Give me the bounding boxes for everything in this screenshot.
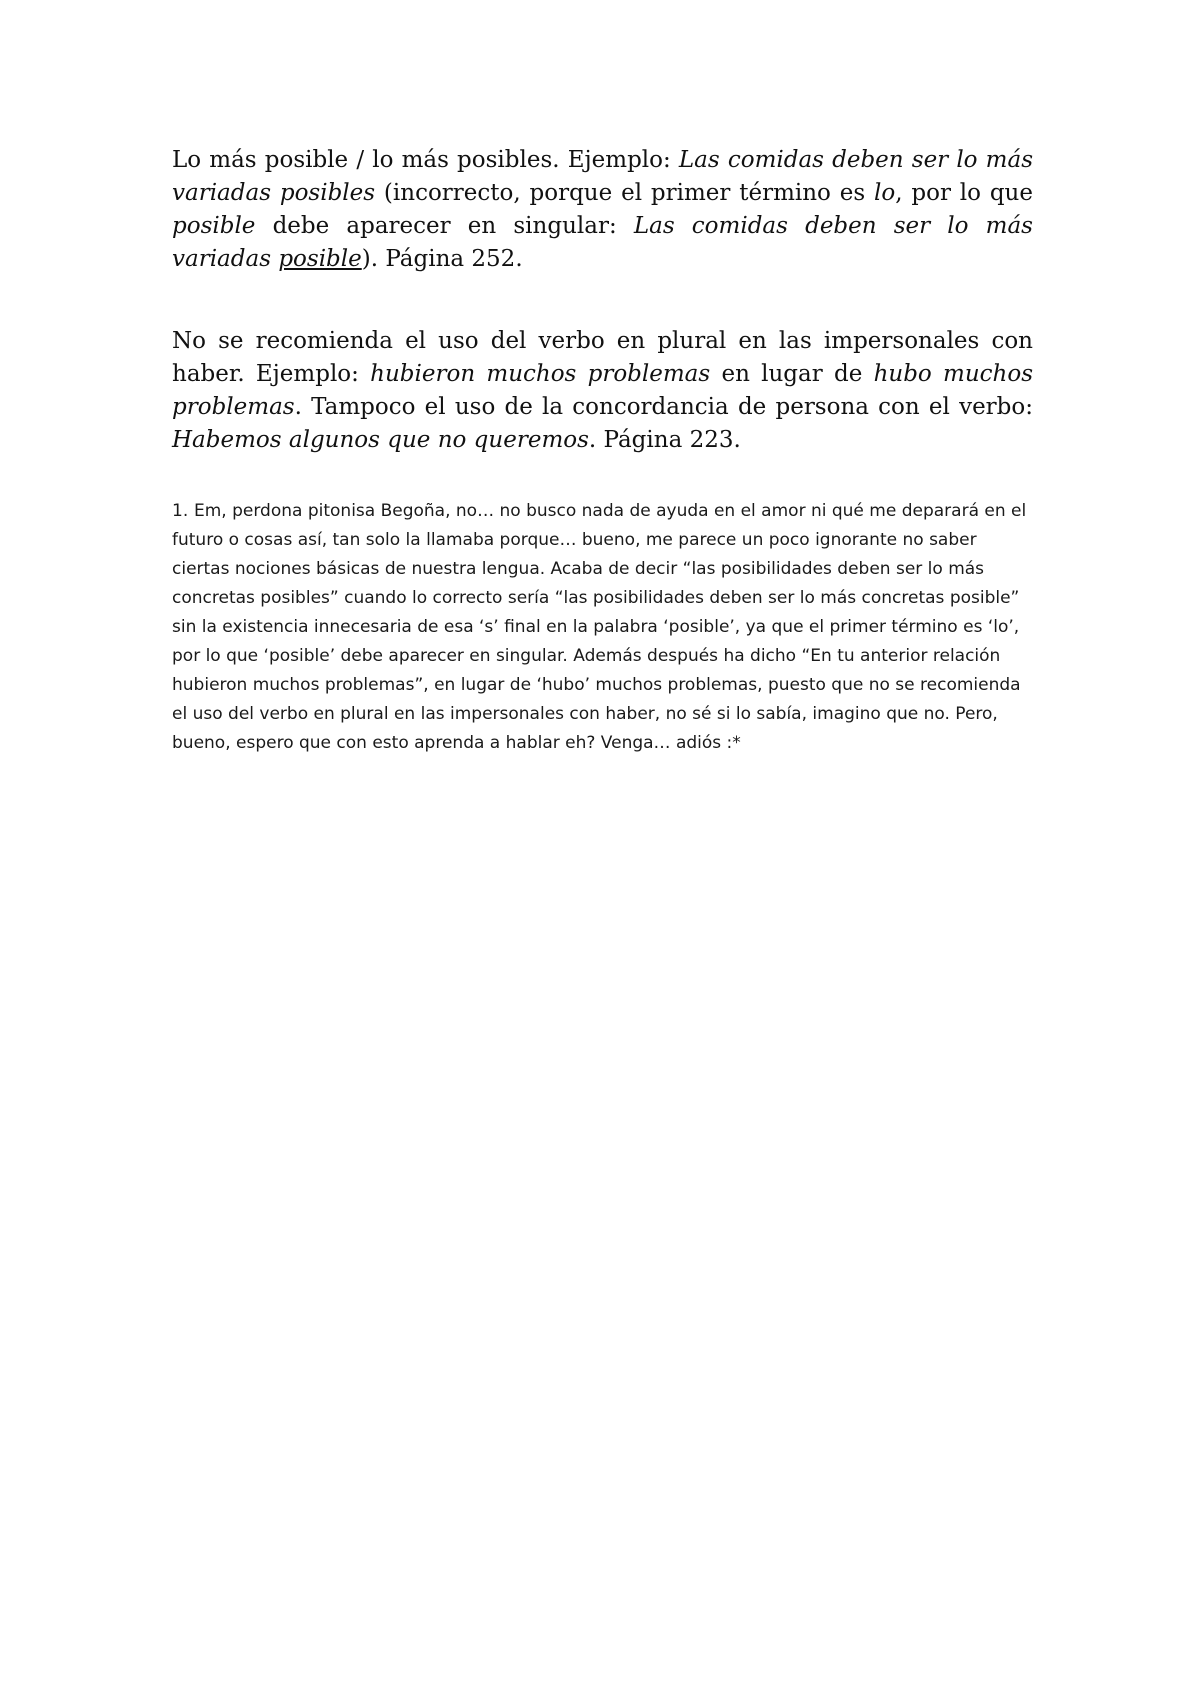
example-text: Las comidas deben ser lo más variadas [172,213,1033,272]
rule-text: . Tampoco el uso de la concordancia de persona con el verbo: [294,394,1033,420]
grammar-rule-paragraph [172,144,1033,276]
rule-text: debe aparecer en singular: [255,213,634,239]
rule-text: No se recomienda el uso del verbo en plural en las impersonales con haber. Ejemplo: [172,328,1033,387]
rule-text: ). Página 252. [361,246,523,272]
answer-list [172,497,1032,758]
rule-text: (incorrecto, porque el primer término es [375,180,875,206]
rule-text: , por lo que [895,180,1033,206]
example-text-underlined: posible [278,246,362,272]
rule-text: Lo más posible / lo más posibles. Ejemplo: [172,147,679,173]
example-text: posible [172,213,256,239]
example-text: lo [874,180,896,206]
grammar-rule-paragraph [172,325,1033,457]
example-text: hubieron muchos problemas [370,361,711,387]
example-text: hubo muchos problemas [172,361,1033,420]
example-text: Habemos algunos que no queremos [172,427,589,453]
answer-text: Em, perdona pitonisa Begoña, no… no busco nada de ayuda en el amor ni qué me deparará en el futuro o cosas así, tan solo la llamaba porque… bueno, me parece un poco ignorante no saber ciertas nociones básicas de nuestra lengua. Acaba de decir “las posibilidades deben ser lo más concretas posibles” cuando lo correcto sería “las posibilidades deben ser lo más concretas posible” sin la existencia innecesaria de esa ‘s’ final en la palabra ‘posible’, ya que el primer término es ‘lo’, por lo que ‘posible’ debe aparecer en singular. Además después ha dicho “En tu anterior relación hubieron muchos problemas”, en lugar de ‘hubo’ muchos problemas, puesto que no se recomienda el uso del verbo en plural en las impersonales con haber, no sé si lo sabía, imagino que no. Pero, bueno, espero que con esto aprenda a hablar eh? Venga… adiós :* [172,501,1027,753]
example-text: Las comidas deben ser lo más variadas posibles [172,147,1033,206]
list-item [172,497,1032,758]
rule-text: . Página 223. [588,427,741,453]
rule-text: en lugar de [710,361,874,387]
list-item-number: 1. [172,501,189,521]
